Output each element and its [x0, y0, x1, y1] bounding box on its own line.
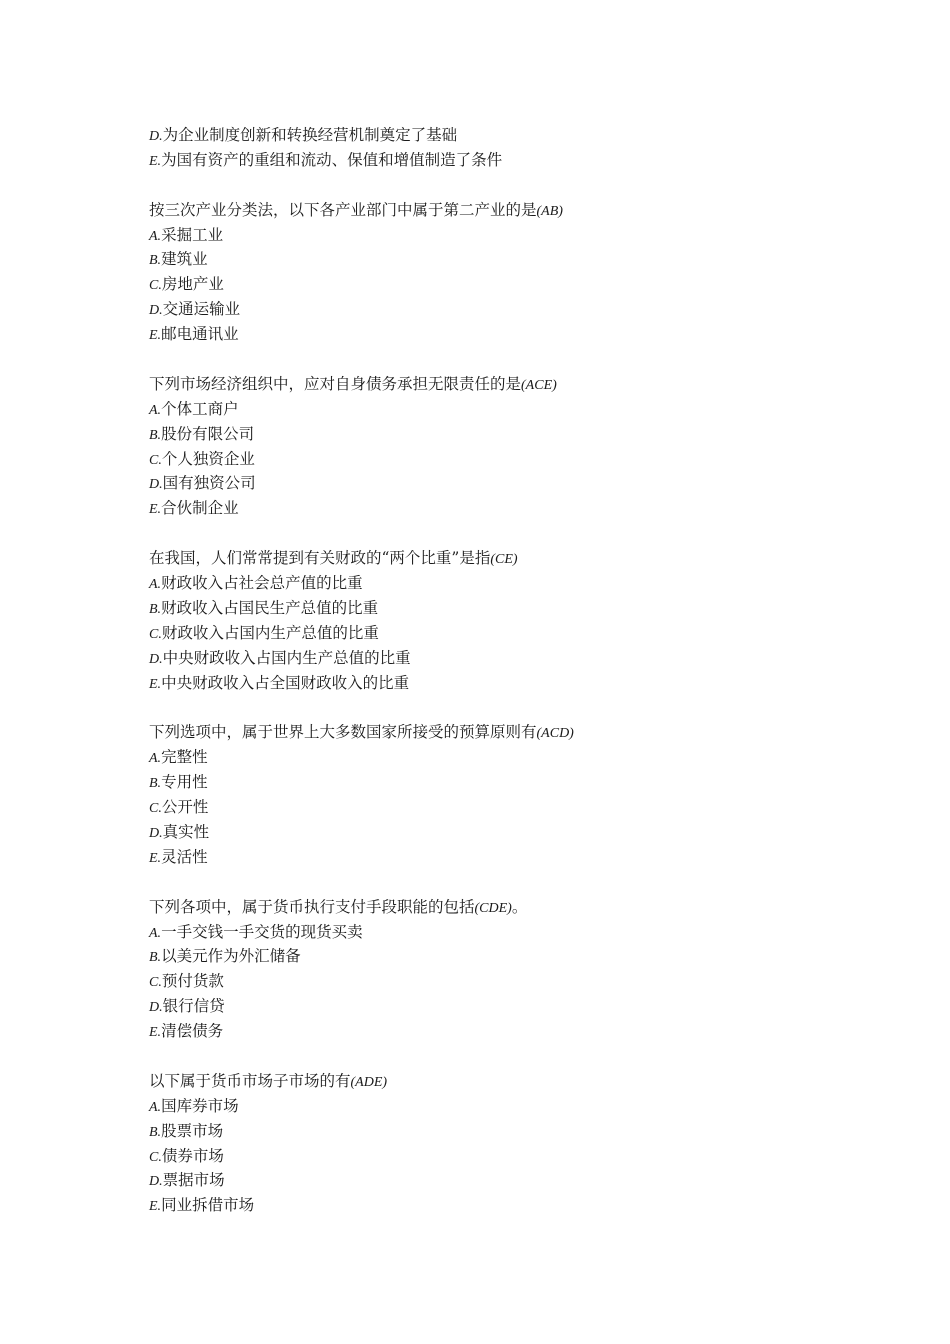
option-letter: C.	[149, 452, 162, 468]
option-line	[149, 944, 849, 969]
option-letter: A.	[149, 925, 162, 941]
option-text: 债券市场	[161, 1146, 224, 1165]
option-text: 一手交钱一手交货的现货买卖	[161, 922, 363, 941]
option-letter: B.	[149, 427, 162, 443]
option-text: 预付货款	[161, 972, 224, 991]
spacer	[149, 1044, 849, 1069]
option-line	[149, 447, 849, 472]
option-text: 采掘工业	[161, 225, 224, 244]
option-text: 银行信贷	[162, 997, 225, 1016]
question-answer: (ACE)	[521, 377, 557, 393]
option-letter: E.	[149, 153, 162, 169]
option-text: 股份有限公司	[161, 424, 255, 443]
option-letter: B.	[149, 776, 162, 792]
option-letter: E.	[149, 676, 162, 692]
option-line	[149, 148, 849, 173]
option-text: 中央财政收入占全国财政收入的比重	[161, 673, 410, 692]
question-answer: (CDE)	[474, 900, 512, 916]
option-line	[149, 1168, 849, 1193]
option-text: 清偿债务	[161, 1022, 224, 1041]
option-text: 邮电通讯业	[161, 325, 239, 344]
option-letter: A.	[149, 228, 162, 244]
option-letter: E.	[149, 1025, 162, 1041]
option-line	[149, 471, 849, 496]
option-text: 中央财政收入占国内生产总值的比重	[162, 648, 411, 667]
option-letter: D.	[149, 651, 163, 667]
option-text: 个体工商户	[161, 399, 239, 418]
option-letter: C.	[149, 1149, 162, 1165]
question-text: 下列各项中，属于货币执行支付手段职能的包括	[149, 897, 475, 916]
question-stem	[149, 546, 849, 571]
option-letter: A.	[149, 402, 162, 418]
option-line	[149, 297, 849, 322]
option-line	[149, 1144, 849, 1169]
option-line	[149, 1019, 849, 1044]
option-line	[149, 596, 849, 621]
option-line	[149, 571, 849, 596]
spacer	[149, 521, 849, 546]
option-text: 为企业制度创新和转换经营机制奠定了基础	[162, 126, 458, 144]
option-text: 财政收入占国民生产总值的比重	[161, 598, 379, 617]
option-letter: C.	[149, 626, 162, 642]
option-text: 股票市场	[161, 1121, 224, 1140]
option-letter: B.	[149, 601, 162, 617]
option-text: 同业拆借市场	[161, 1196, 255, 1215]
option-letter: B.	[149, 1124, 162, 1140]
option-text: 灵活性	[161, 847, 208, 866]
option-line	[149, 770, 849, 795]
option-line	[149, 621, 849, 646]
option-line	[149, 994, 849, 1019]
option-line	[149, 969, 849, 994]
option-line	[149, 845, 849, 870]
option-letter: D.	[149, 1000, 163, 1016]
option-letter: C.	[149, 801, 162, 817]
option-line	[149, 795, 849, 820]
option-text: 真实性	[162, 822, 210, 841]
spacer	[149, 870, 849, 895]
option-letter: A.	[149, 1099, 162, 1115]
option-line	[149, 671, 849, 696]
option-letter: E.	[149, 328, 162, 344]
option-line	[149, 820, 849, 845]
option-line	[149, 123, 849, 148]
question-answer: (AB)	[536, 203, 563, 219]
option-text: 完整性	[161, 748, 208, 767]
option-letter: A.	[149, 751, 162, 767]
question-text: 以下属于货币市场子市场的有	[149, 1071, 351, 1090]
question-text: 在我国，人们常常提到有关财政的“两个比重”是指	[149, 549, 491, 568]
option-letter: A.	[149, 577, 162, 593]
question-answer: (CE)	[490, 552, 518, 568]
option-line	[149, 272, 849, 297]
question-text: 按三次产业分类法，以下各产业部门中属于第二产业的是	[149, 200, 537, 219]
option-letter: E.	[149, 502, 162, 518]
option-letter: D.	[149, 129, 163, 144]
option-line	[149, 1119, 849, 1144]
question-stem	[149, 1069, 849, 1094]
option-letter: E.	[149, 850, 162, 866]
option-text: 为国有资产的重组和流动、保值和增值制造了条件	[161, 150, 503, 169]
option-text: 专用性	[161, 773, 208, 792]
option-text: 房地产业	[161, 275, 224, 294]
option-letter: D.	[149, 477, 163, 493]
option-letter: B.	[149, 253, 162, 269]
option-line	[149, 397, 849, 422]
option-line	[149, 920, 849, 945]
option-text: 国有独资公司	[162, 474, 256, 493]
question-stem	[149, 720, 849, 745]
option-letter: E.	[149, 1199, 162, 1215]
option-line	[149, 646, 849, 671]
option-line	[149, 322, 849, 347]
option-text: 交通运输业	[162, 300, 241, 319]
question-stem	[149, 198, 849, 223]
question-text: 下列市场经济组织中，应对自身债务承担无限责任的是	[149, 374, 522, 393]
option-text: 公开性	[161, 798, 209, 817]
option-line	[149, 247, 849, 272]
option-letter: C.	[149, 278, 162, 294]
option-text: 财政收入占国内生产总值的比重	[161, 623, 379, 642]
spacer	[149, 173, 849, 198]
option-line	[149, 1094, 849, 1119]
option-line	[149, 223, 849, 248]
question-answer: (ADE)	[350, 1074, 388, 1090]
option-text: 合伙制企业	[161, 499, 239, 518]
option-text: 国库券市场	[161, 1096, 239, 1115]
option-line	[149, 422, 849, 447]
option-text: 财政收入占社会总产值的比重	[161, 574, 363, 593]
option-text: 票据市场	[162, 1171, 225, 1190]
option-text: 个人独资企业	[161, 449, 255, 468]
option-letter: D.	[149, 1174, 163, 1190]
question-answer: (ACD)	[536, 726, 574, 742]
option-letter: C.	[149, 975, 162, 991]
spacer	[149, 347, 849, 372]
question-suffix: 。	[511, 897, 528, 916]
option-letter: D.	[149, 303, 163, 319]
spacer	[149, 695, 849, 720]
option-text: 以美元作为外汇储备	[161, 947, 301, 966]
option-letter: B.	[149, 950, 162, 966]
question-stem	[149, 895, 849, 920]
option-line	[149, 745, 849, 770]
question-stem	[149, 372, 849, 397]
question-text: 下列选项中，属于世界上大多数国家所接受的预算原则有	[149, 723, 537, 742]
option-letter: D.	[149, 825, 163, 841]
option-line	[149, 496, 849, 521]
option-text: 建筑业	[161, 250, 208, 269]
option-line	[149, 1193, 849, 1218]
document-page	[149, 123, 849, 1218]
